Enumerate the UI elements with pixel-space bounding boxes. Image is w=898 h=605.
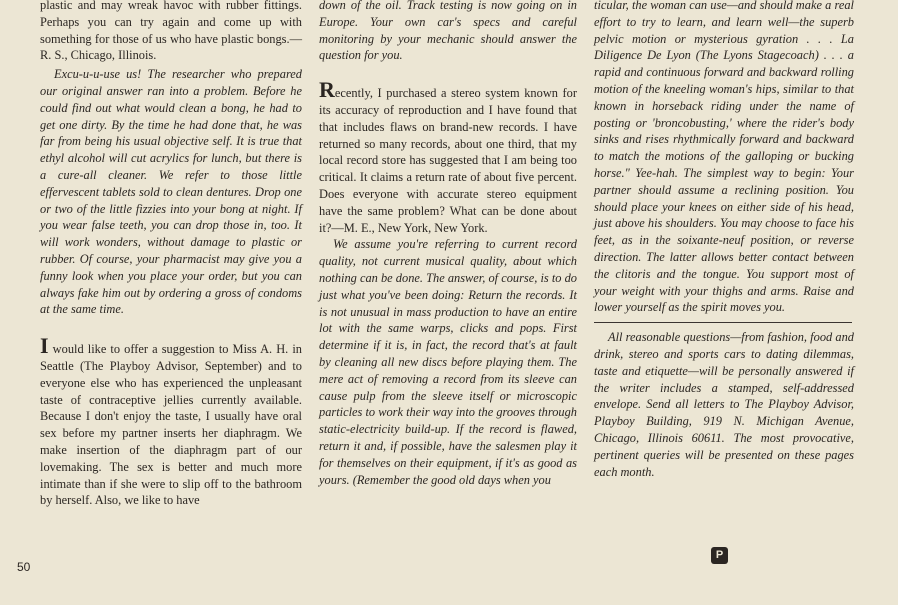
column-2	[319, 0, 577, 488]
answer-continuation-3: ticular, the woman can use—and should make a real effort to try to learn, and learn well—the superb pelvic motion or mysterious gyration . . . La Diligence De Lyon (The Lyons Stagecoach) . . . a rapid and continuous forward and backward rolling motion of the kneeling woman's hips, similar to that known in horseback riding under the name of posting or 'broncobusting,' where the rider's body sinks and rises rhythmically forward and backward to match the motions of the galloping or bucking horse." Yee-hah. The simplest way to begin: Your partner should assume a reclining position. You should place your knees on either side of his head, just above his shoulders. You may choose to face his feet, as in the soixante-neuf position, or reverse direction. The latter allows better contact between the clitoris and the tongue. You support most of your weight with your thighs and arms. Raise and lower yourself as the spirit moves you.	[594, 0, 854, 315]
question-2-text: would like to offer a suggestion to Miss A. H. in Seattle (The Playboy Advisor, September) and to everyone else who has experienced the unpleasant taste of contraceptive jellies currently available. Because I don't enjoy the taste, I usually have oral sex before my partner inserts her diaphragm. We make insertion of the diaphragm part of our lovemaking. The sex is better and much more intimate than if she were to slip off to the bathroom by herself. Also, we like to have	[40, 342, 302, 508]
column-3	[594, 0, 854, 480]
column-1	[40, 0, 302, 509]
divider-rule	[594, 322, 852, 323]
question-stereo-text: ecently, I purchased a stereo system known for its accuracy of reproduction and I have found that that includes flaws on brand-new records. I have returned so many records, about one third, that my local record store has suggested that I am being too critical. It claims a return rate of about five percent. Does everyone with accurate stereo equipment have the same problem? What can be done about it?—M. E., New York, New York.	[319, 86, 577, 235]
answer-continuation: down of the oil. Track testing is now going on in Europe. Your own car's specs and careful monitoring by your mechanic should answer the question for you.	[319, 0, 577, 63]
answer-stereo: We assume you're referring to current record quality, not current musical quality, about which nothing can be done. The answer, of course, is to do just what you've been doing: Return the records. It is not unusual in mass production to have an entire lot with the same warps, clicks and pops. First determine if it is, in fact, the record that's at fault by cleaning all new discs before playing them. The mere act of removing a record from its sleeve can cause pulp from the sleeve itself or microscopic particles to work their way into the grooves through static-electricity build-up. If the record is flawed, return it and, if possible, have the salesmen play it for themselves on their equipment, if it's as good as yours. (Remember the good old days when you	[319, 237, 577, 487]
dropcap-i: I	[40, 333, 49, 359]
question-continuation: plastic and may wreak havoc with rubber fittings. Perhaps you can try again and come up with something for those of us who have plastic bongs.—R. S., Chicago, Illinois.	[40, 0, 302, 63]
playboy-bunny-end-mark-icon: P	[711, 547, 728, 564]
closing-notice: All reasonable questions—from fashion, food and drink, stereo and sports cars to dating dilemmas, taste and etiquette—will be personally answered if the writer includes a stamped, self-addressed envelope. Send all letters to The Playboy Advisor, Playboy Building, 919 N. Michigan Avenue, Chicago, Illinois 60611. The most provocative, pertinent queries will be presented on these pages each month.	[594, 330, 854, 479]
dropcap-r: R	[319, 77, 335, 103]
answer-text: Excu-u-u-use us! The researcher who prepared our original answer ran into a problem. Before he could find out what would clean a bong, he had to get one dirty. By the time he had done that, he was far from being his usual objective self. It is true that ethyl alcohol will cut acrylics for lunch, but there is a cure-all cleaner. We refer to those little effervescent tablets sold to clean dentures. Drop one or two of the little fizzies into your bong at night. If you wear false teeth, you can drop those in, too. It will work wonders, without damage to plastic or rubber. Of course, your pharmacist may give you a funny look when you place your order, but you can always fake him out by ordering a gross of condoms at the same time.	[40, 67, 302, 317]
question-stereo	[319, 77, 577, 236]
page-number: 50	[17, 560, 31, 574]
question-2	[40, 333, 302, 509]
